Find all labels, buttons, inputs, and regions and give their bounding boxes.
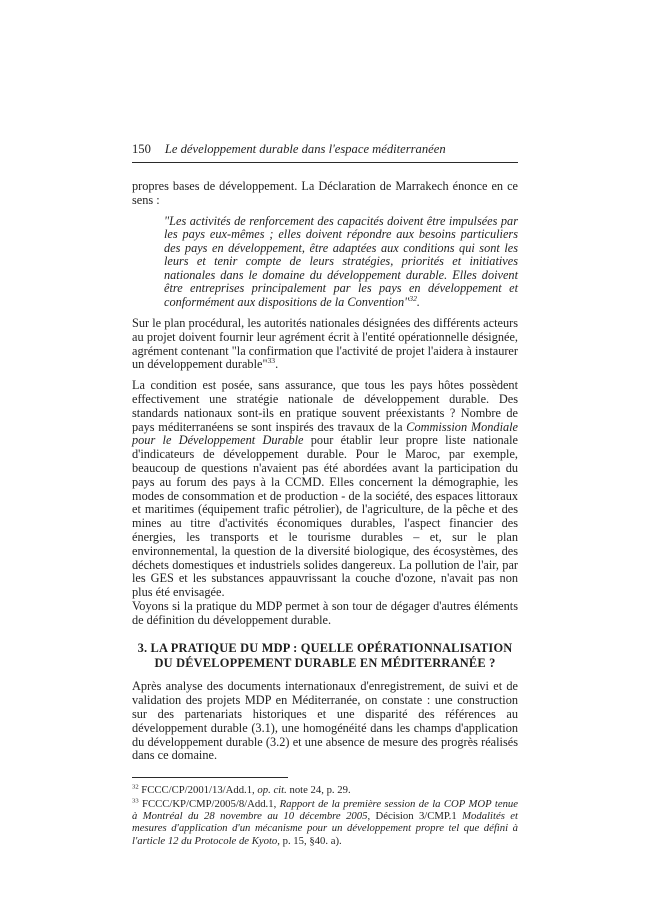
footnote-33 — [132, 798, 518, 848]
text-run: , p. 15, §40. a). — [277, 834, 342, 847]
page-header — [132, 142, 518, 163]
heading-line-1: 3. LA PRATIQUE DU MDP : QUELLE OPÉRATIONNALISATION — [137, 640, 513, 655]
section-heading-3 — [132, 641, 518, 672]
text-run: FCCC/CP/2001/13/Add.1, — [138, 784, 258, 797]
text-run: La condition est posée, sans assurance, que tous les pays hôtes possèdent effectivement une stratégie nationale de développement durable. Des standards nationaux sont-ils en pratique souvent préexistants ? Nombre de pays méditerranéens se sont inspirés des travaux de la — [132, 378, 518, 434]
paragraph-condition — [132, 379, 518, 600]
quote-text: "Les activités de renforcement des capacités doivent être impulsées par les pays eux-mêmes ; elles doivent répondre aux besoins particuliers des pays en développement, être adaptées aux conditions qui sont les leurs et tenir compte de leurs stratégies, priorités et initiatives nationales dans le domaine du développement durable. Elles doivent être entreprises principalement par les pays en développement et conformément aux dispositions de la Convention" — [164, 213, 518, 309]
italic-op-cit: op. cit. — [257, 784, 287, 797]
blockquote-marrakech-declaration — [164, 215, 518, 310]
paragraph-marrakech-intro — [132, 180, 518, 208]
footnotes-section — [132, 777, 518, 847]
text-run: Après analyse des documents internationaux d'enregistrement, de suivi et de validation des projets MDP en Méditerranée, on constate : une construction sur des partenariats historiques et une disparité des références au développement durable (3.1), une homogénéité dans les champs d'application du développement durable (3.2) et une absence de mesure des progrès réalisés dans ce domaine. — [132, 679, 518, 763]
text-run: Sur le plan procédural, les autorités nationales désignées des différents acteurs au projet doivent fournir leur agrément écrit à l'entité opérationnelle désignée, agrément contenant "la confirmation que l'activité de projet l'aidera à instaurer un développement durable" — [132, 316, 518, 372]
heading-line-2: DU DÉVELOPPEMENT DURABLE EN MÉDITERRANÉE ? — [154, 656, 496, 671]
text-run: FCCC/KP/CMP/2005/8/Add.1, — [138, 797, 280, 810]
footnote-marker-33: 33 — [132, 797, 139, 805]
paragraph-voyons — [132, 600, 518, 628]
text-run: , Décision 3/CMP.1 — [367, 810, 463, 823]
text-run: note 24, p. 29. — [286, 784, 351, 797]
text-run: . — [275, 357, 279, 372]
italic-commission-title: Commission Mondiale pour le Développement Durable — [132, 419, 519, 448]
paragraph-apres-analyse — [132, 680, 518, 763]
text-column — [132, 142, 518, 848]
running-title: Le développement durable dans l'espace méditerranéen — [164, 142, 446, 156]
footnote-ref-33: 33 — [267, 356, 276, 366]
italic-rapport-title: Rapport de la première session de la COP MOP tenue à Montréal du 28 novembre au 10 décembre 2005 — [132, 797, 519, 823]
paragraph-procedural — [132, 317, 518, 372]
footnote-ref-32: 32 — [409, 293, 417, 303]
text-run: . — [416, 294, 420, 309]
page-number: 150 — [132, 142, 151, 156]
italic-modalites-title: Modalités et mesures d'application d'un mécanisme pour un développement propre tel que défini à l'article 12 du Protocole de Kyoto — [132, 810, 518, 847]
footnote-32 — [132, 784, 518, 796]
text-run: pour établir leur propre liste nationale d'indicateurs de développement durable. Pour le Maroc, par exemple, beaucoup de questions n'avaient pas été abordées avant la participation du pays au forum des pays à la CCMD. Elles concernent la démographie, les modes de consommation et de production - de la société, des espaces littoraux et maritimes (équipement trafic pétrolier), de l'agriculture, de la pêche et des mines au titre d'activités économiques durables, l'aspect financier des énergies, les transports et le tourisme durables – et, sur le plan environnemental, la question de la diversité biologique, des écosystèmes, des déchets domestiques et industriels solides dangereux. La pollution de l'air, par les GES et les substances appauvrissant la couche d'ozone, n'avait pas non plus été envisagée. — [132, 433, 518, 600]
text-run: Voyons si la pratique du MDP permet à son tour de dégager d'autres éléments de définition du développement durable. — [132, 599, 518, 627]
footnote-marker-32: 32 — [132, 783, 139, 791]
text-run: propres bases de développement. La Déclaration de Marrakech énonce en ce sens : — [132, 179, 518, 207]
footnote-separator-rule — [132, 777, 288, 778]
